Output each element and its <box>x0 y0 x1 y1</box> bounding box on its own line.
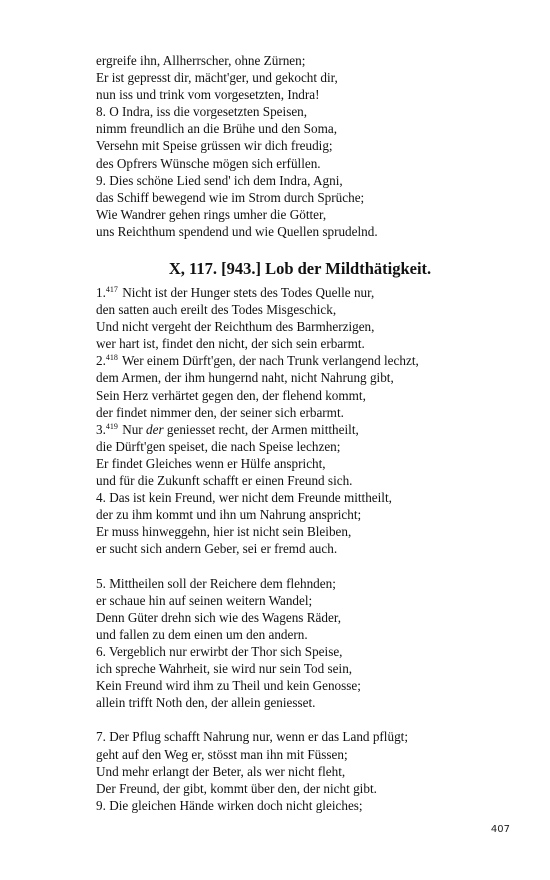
verse-line: geht auf den Weg er, stösst man ihn mit Füssen; <box>96 746 348 762</box>
verse-line: 1.$^{417}$ Nicht ist der Hunger stets des Todes Quelle nur, <box>96 285 375 300</box>
verse-number: 1. <box>96 285 106 300</box>
verse-line: Er muss hinweggehn, hier ist nicht sein Bleiben, <box>96 524 352 540</box>
verse-line: den satten auch ereilt des Todes Misgeschick, <box>96 302 337 318</box>
verse-line: nun iss und trink vom vorgesetzten, Indra! <box>96 87 320 103</box>
verse-line: das Schiff bewegend wie im Strom durch Sprüche; <box>96 189 365 205</box>
verse-line: Er ist gepresst dir, mächt'ger, und gekocht dir, <box>96 70 338 86</box>
stanza-gap <box>96 711 516 728</box>
verse-line: Und mehr erlangt der Beter, als wer nicht fleht, <box>96 763 346 779</box>
verse-number: 2. <box>96 353 106 369</box>
verse-line: Wie Wandrer gehen rings umher die Götter, <box>96 206 327 222</box>
verse-line: und für die Zukunft schafft er einen Freund sich. <box>96 473 353 489</box>
hymn-text <box>96 284 516 814</box>
footnote-ref[interactable]: 417 <box>105 285 118 294</box>
verse-line: ich spreche Wahrheit, sie wird nur sein Tod sein, <box>96 661 353 677</box>
footnote-ref[interactable]: 418 <box>105 353 118 363</box>
verse-line: der zu ihm kommt und ihn um Nahrung anspricht; <box>96 507 362 523</box>
verse-line: Kein Freund wird ihm zu Theil und kein Genosse; <box>96 678 361 694</box>
verse-line: Versehn mit Speise grüssen wir dich freudig; <box>96 138 333 154</box>
poem-continuation <box>96 52 516 240</box>
page-number: 407 <box>490 824 510 835</box>
verse-line: 5. Mittheilen soll der Reichere dem flehnden; <box>96 575 336 591</box>
verse-line: ergreife ihn, Allherrscher, ohne Zürnen; <box>96 53 306 68</box>
verse-line: 8. O Indra, iss die vorgesetzten Speisen, <box>96 104 308 120</box>
verse-line: 9. Die gleichen Hände wirken doch nicht gleiches; <box>96 797 363 813</box>
verse-line: 9. Dies schöne Lied send' ich dem Indra, Agni, <box>96 172 343 188</box>
verse-line: 7. Der Pflug schafft Nahrung nur, wenn er das Land pflügt; <box>96 729 408 745</box>
verse-line: er schaue hin auf seinen weitern Wandel; <box>96 592 313 608</box>
verse-line: Denn Güter drehn sich wie des Wagens Räder, <box>96 609 341 625</box>
footnote-ref[interactable]: 419 <box>105 421 118 431</box>
verse-line: uns Reichthum spendend und wie Quellen sprudelnd. <box>96 223 378 239</box>
verse-line: 2.$^{418}$ Wer einem Dürft'gen, der nach Trunk verlangend lechzt, <box>96 353 419 369</box>
verse-line: 6. Vergeblich nur erwirbt der Thor sich Speise, <box>96 643 343 659</box>
verse-line: wer hart ist, findet den nicht, der sich sein erbarmt. <box>96 336 365 352</box>
verse-line: Er findet Gleiches wenn er Hülfe anspricht, <box>96 455 326 471</box>
verse-line: 3.$^{419}$ Nur der geniesset recht, der Armen mittheilt, <box>96 421 359 437</box>
stanza-gap <box>96 558 516 575</box>
verse-line: 4. Das ist kein Freund, wer nicht dem Freunde mittheilt, <box>96 490 392 506</box>
verse-line: er sucht sich andern Geber, sei er fremd auch. <box>96 541 338 557</box>
verse-line: dem Armen, der ihm hungernd naht, nicht Nahrung gibt, <box>96 370 394 386</box>
verse-line: Der Freund, der gibt, kommt über den, der nicht gibt. <box>96 780 377 796</box>
verse-line: nimm freundlich an die Brühe und den Soma, <box>96 121 337 137</box>
section-title: X, 117. [943.] Lob der Mildthätigkeit. <box>168 259 432 278</box>
verse-number: 3. <box>96 421 106 437</box>
verse-line: allein trifft Noth den, der allein geniesset. <box>96 695 316 711</box>
verse-line: Und nicht vergeht der Reichthum des Barmherzigen, <box>96 319 375 335</box>
emphasis: der <box>146 421 164 437</box>
verse-line: Sein Herz verhärtet gegen den, der flehend kommt, <box>96 387 366 403</box>
verse-line: des Opfrers Wünsche mögen sich erfüllen. <box>96 155 321 171</box>
verse-line: der findet nimmer den, der seiner sich erbarmt. <box>96 404 344 420</box>
verse-line: die Dürft'gen speiset, die nach Speise lechzen; <box>96 438 341 454</box>
verse-line: und fallen zu dem einen um den andern. <box>96 626 308 642</box>
